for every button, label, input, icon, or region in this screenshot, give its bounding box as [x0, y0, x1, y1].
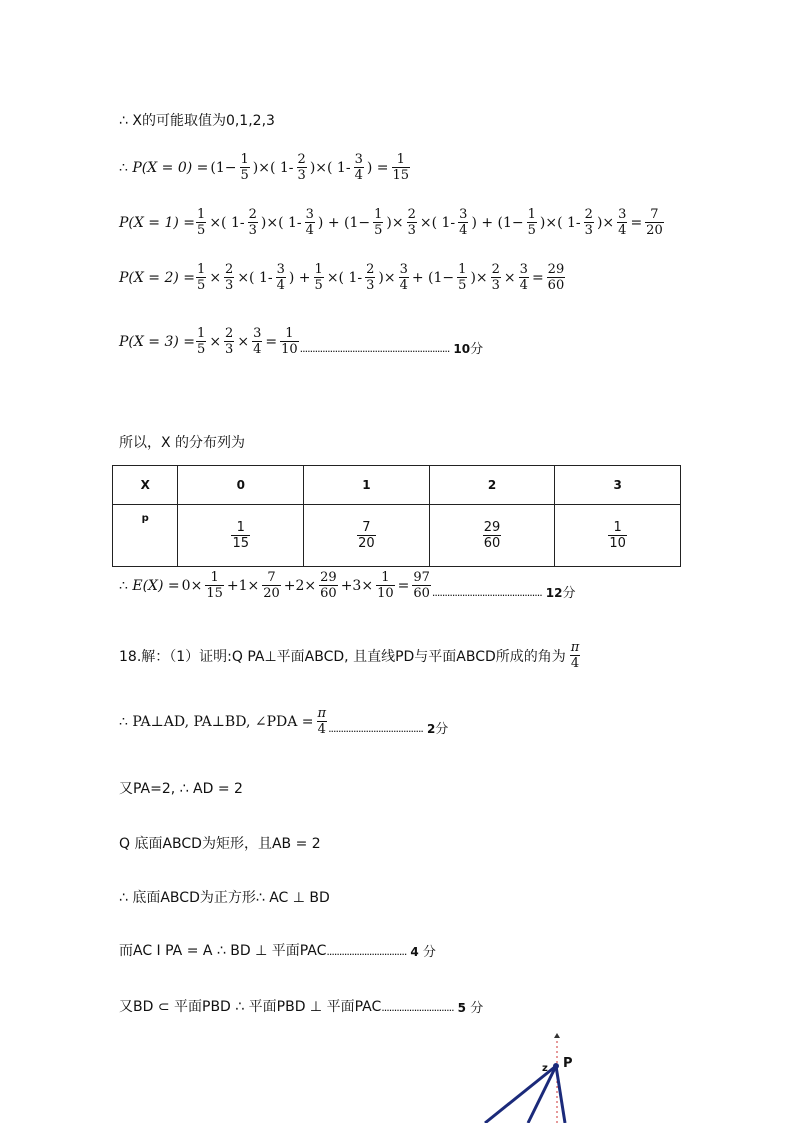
p-x3-equation: P(X = 3) = $\frac{1}{5}$ × $\frac{2}{3}$ × $\frac{3}{4}$ = $\frac{1}{10}$ ............................................................ 10分 — [119, 326, 484, 357]
expectation-equation: ∴ E(X) = 0× $\frac{1}{15}$ +1× $\frac{7}{20}$ +2× $\frac{29}{60}$ +3× $\frac{1}{10}$ = $\frac{97}{60}$ ............................................ 12分 — [119, 570, 576, 601]
table-cell: 1 — [304, 466, 430, 505]
possible-values-line — [119, 110, 275, 130]
z-axis-arrow — [554, 1033, 560, 1038]
base-rectangle-text: Q 底面ABCD为矩形，且AB = 2 — [119, 836, 321, 852]
edge-pa — [485, 1066, 556, 1123]
table-cell: 3 — [555, 466, 681, 505]
leader-dots: ............................................................ — [299, 342, 450, 355]
bd-perp-pac-line — [119, 940, 436, 960]
leader-dots: ................................ — [326, 945, 407, 958]
leader-dots: ............................................ — [431, 586, 542, 599]
question-18-line: 18.解：（1）证明:Q PA⊥平面ABCD, 且直线PD与平面ABCD所成的角为 $\frac{\pi}{4}$ — [119, 640, 580, 671]
p0-lhs: P(X = 0) = — [132, 159, 209, 176]
pyramid-figure — [470, 1030, 600, 1123]
score-12: 12分 — [545, 586, 576, 601]
point-p — [553, 1063, 559, 1069]
pa-equals-two-text: 又PA=2, ∴ AD = 2 — [119, 781, 243, 797]
p1-lhs: P(X = 1) = — [119, 214, 196, 231]
table-header-row — [113, 466, 681, 505]
score-4: 4 分 — [410, 945, 436, 960]
base-rectangle-line — [119, 833, 321, 853]
table-cell: $\frac{1}{15}$ — [178, 505, 304, 567]
pa-equals-two-line — [119, 778, 243, 798]
pa-perpendicular-text: PA⊥AD, PA⊥BD, ∠PDA = — [132, 713, 314, 730]
distribution-intro-text: 所以，X 的分布列为 — [119, 435, 246, 451]
plane-perp-text: 又BD ⊂ 平面PBD ∴ 平面PBD ⊥ 平面PAC — [119, 999, 382, 1015]
table-cell: X — [113, 466, 178, 505]
score-2: 2分 — [426, 722, 449, 737]
p-x2-equation: P(X = 2) = $\frac{1}{5}$ × $\frac{2}{3}$ ×( 1- $\frac{3}{4}$ ) + $\frac{1}{5}$ ×( 1- $\frac{2}{3}$ )× $\frac{3}{4}$ + (1− $\frac{1}{5}$ )× $\frac{2}{3}$ × $\frac{3}{4}$ = $\frac{29}{60}$ — [119, 262, 565, 293]
pa-perpendicular-line: ∴ PA⊥AD, PA⊥BD, ∠PDA = $\frac{\pi}{4}$ ...................................... 2分 — [119, 706, 449, 737]
table-cell: $\frac{1}{10}$ — [555, 505, 681, 567]
base-square-line — [119, 887, 330, 907]
edge-pb — [528, 1066, 556, 1123]
leader-dots: ............................. — [381, 1001, 454, 1014]
label-p: P — [563, 1056, 573, 1071]
therefore-symbol: ∴ — [119, 713, 128, 730]
expectation-lhs: E(X) = — [132, 577, 180, 594]
table-cell: p — [113, 505, 178, 567]
p-x1-equation: P(X = 1) = $\frac{1}{5}$ ×( 1- $\frac{2}{3}$ )×( 1- $\frac{3}{4}$ ) + (1− $\frac{1}{5}$ )× $\frac{2}{3}$ ×( 1- $\frac{3}{4}$ ) + (1− $\frac{1}{5}$ )×( 1- $\frac{2}{3}$ )× $\frac{3}{4}$ = $\frac{7}{20}$ — [119, 207, 663, 238]
table-cell: 0 — [178, 466, 304, 505]
possible-values-text: ∴ X的可能取值为0,1,2,3 — [119, 113, 275, 129]
bd-perp-pac-text: 而AC I PA = A ∴ BD ⊥ 平面PAC — [119, 943, 327, 959]
table-cell: $\frac{29}{60}$ — [429, 505, 555, 567]
table-cell: $\frac{7}{20}$ — [304, 505, 430, 567]
leader-dots: ...................................... — [328, 722, 423, 735]
edge-pc — [556, 1066, 565, 1123]
distribution-intro — [119, 432, 245, 452]
p3-lhs: P(X = 3) = — [119, 333, 196, 350]
label-z: z — [542, 1063, 548, 1074]
p2-lhs: P(X = 2) = — [119, 269, 196, 286]
score-5: 5 分 — [457, 1001, 484, 1016]
p-x0-equation: ∴ P(X = 0) = (1− $\frac{1}{5}$ )×( 1- $\frac{2}{3}$ )×( 1- $\frac{3}{4}$ ) = $\frac{1}{15}$ — [119, 152, 410, 183]
question-18-text: 18.解：（1）证明:Q PA⊥平面ABCD, 且直线PD与平面ABCD所成的角为 — [119, 648, 566, 665]
score-10: 10分 — [453, 342, 484, 357]
plane-perp-line — [119, 996, 483, 1016]
table-cell: 2 — [429, 466, 555, 505]
base-square-text: ∴ 底面ABCD为正方形∴ AC ⊥ BD — [119, 890, 330, 906]
therefore-symbol: ∴ — [119, 159, 128, 176]
therefore-symbol: ∴ — [119, 577, 128, 594]
table-row — [113, 505, 681, 567]
distribution-table — [112, 465, 681, 567]
